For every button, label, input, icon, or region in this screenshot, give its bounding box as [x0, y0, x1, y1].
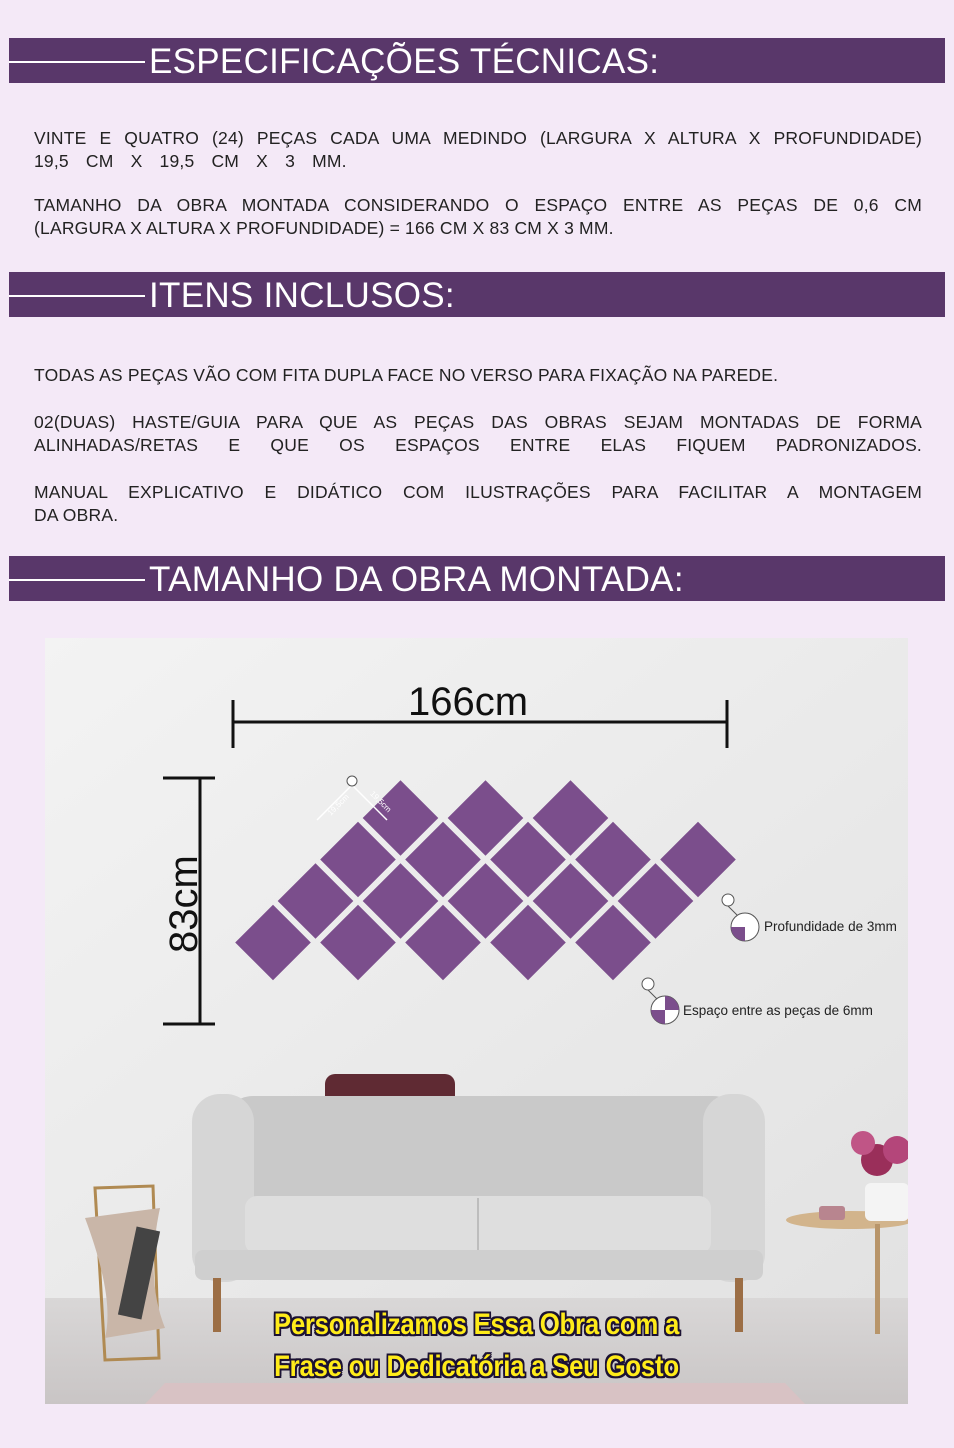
width-label: 166cm — [408, 680, 529, 724]
promo-line-1: Personalizamos Essa Obra com a — [273, 1308, 680, 1341]
section-title-items: ITENS INCLUSOS: — [149, 276, 455, 315]
items-p2-line2: ALINHADAS/RETAS E QUE OS ESPAÇOS ENTRE ELAS FIQUEM PADRONIZADOS. — [34, 435, 922, 455]
banner-rule — [9, 295, 145, 297]
items-p1: TODAS AS PEÇAS VÃO COM FITA DUPLA FACE NO VERSO PARA FIXAÇÃO NA PAREDE. — [34, 365, 779, 385]
section-title-specs: ESPECIFICAÇÕES TÉCNICAS: — [149, 42, 660, 81]
depth-callout: Profundidade de 3mm — [764, 919, 897, 934]
items-p3-line2: DA OBRA. — [34, 505, 119, 525]
section-banner-size — [9, 556, 945, 601]
specs-paragraph-1b — [34, 150, 922, 173]
sofa-base — [195, 1250, 763, 1280]
piece-label-1: 19,5cm — [325, 792, 351, 818]
specs-paragraph-2b — [34, 217, 922, 240]
specs-p2-line1: TAMANHO DA OBRA MONTADA CONSIDERANDO O ESPAÇO ENTRE AS PEÇAS DE 0,6 CM — [34, 195, 922, 215]
gap-callout: Espaço entre as peças de 6mm — [683, 1003, 873, 1018]
plant-flowers — [851, 1131, 875, 1155]
depth-pointer — [722, 894, 734, 906]
items-paragraph-2 — [34, 411, 922, 434]
specs-p1-line2: 19,5 CM X 19,5 CM X 3 MM. — [34, 151, 347, 171]
plant-pot — [865, 1183, 908, 1221]
items-paragraph-2b — [34, 434, 922, 457]
gap-pointer — [642, 978, 654, 990]
rug — [145, 1383, 805, 1404]
items-paragraph-3 — [34, 481, 922, 504]
section-title-size: TAMANHO DA OBRA MONTADA: — [149, 560, 684, 599]
room-scene — [45, 638, 908, 1404]
banner-rule — [9, 579, 145, 581]
section-banner-items — [9, 272, 945, 317]
banner-rule — [9, 61, 145, 63]
specs-p1-line1: VINTE E QUATRO (24) PEÇAS CADA UMA MEDINDO (LARGURA X ALTURA X PROFUNDIDADE) — [34, 128, 922, 148]
promo-line-2: Frase ou Dedicatória a Seu Gosto — [274, 1350, 679, 1383]
piece-label-2: 19,5cm — [368, 789, 394, 815]
section-banner-specs — [9, 38, 945, 83]
items-p3-line1: MANUAL EXPLICATIVO E DIDÁTICO COM ILUSTRAÇÕES PARA FACILITAR A MONTAGEM — [34, 482, 922, 502]
specs-p2-line2: (LARGURA X ALTURA X PROFUNDIDADE) = 166 CM X 83 CM X 3 MM. — [34, 218, 614, 238]
room-illustration — [45, 638, 908, 1404]
items-paragraph-3b — [34, 504, 922, 527]
items-p2-line1: 02(DUAS) HASTE/GUIA PARA QUE AS PEÇAS DAS OBRAS SEJAM MONTADAS DE FORMA — [34, 412, 922, 432]
items-paragraph-1 — [34, 364, 922, 387]
candle — [819, 1206, 845, 1220]
piece-measure-dot — [347, 776, 357, 786]
specs-paragraph-2 — [34, 194, 922, 217]
height-label: 83cm — [162, 855, 206, 953]
specs-paragraph-1 — [34, 127, 922, 150]
